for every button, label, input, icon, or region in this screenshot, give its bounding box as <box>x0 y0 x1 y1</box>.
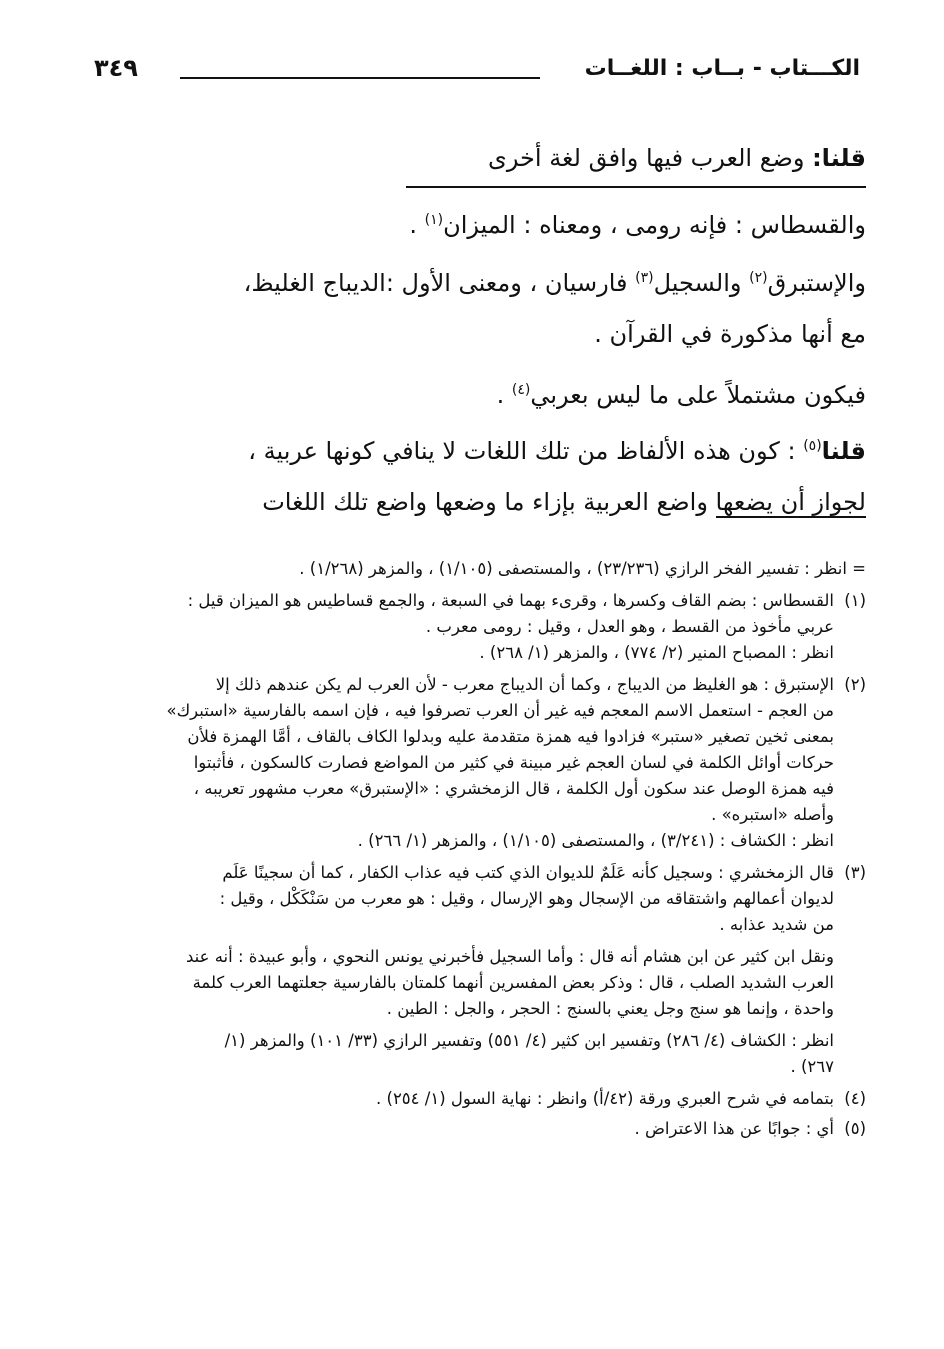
footnote-line: بمعنى ثخين تصغير «ستبر» فزادوا فيه همزة متقدمة عليه وبدلوا الكاف بالقاف ، أمَّا الهمزة فلأن <box>187 727 834 746</box>
footnote-line: عربي مأخوذ من القسط ، وهو العدل ، وقيل : رومى معرب . <box>425 617 834 636</box>
main-line-3-text-a: والإستبرق <box>767 269 866 297</box>
footnote-line: القسطاس : بضم القاف وكسرها ، وقرىء بهما في السبعة ، والجمع قساطيس هو الميزان قيل : <box>187 591 834 610</box>
main-line-5: فيكون مشتملاً على ما ليس بعربي$^{(٤)}$ . <box>496 381 866 409</box>
footnote-5 <box>96 1116 866 1142</box>
main-line-3 <box>96 260 866 316</box>
footnote-line: من العجم - استعمل الاسم المعجم فيه غير أن العرب تصرفوا فيه ، فإن اسمه بالفارسية «استبرك» <box>166 701 834 720</box>
footnote-line: قال الزمخشري : وسجيل كأنه عَلَمٌ للديوان الذي كتب فيه عذاب الكفار ، كما أن سجينًا عَلَم <box>222 863 834 882</box>
footnote-ref-2: (٢) <box>749 270 768 286</box>
footnote-line: حركات أوائل الكلمة في لسان العجم غير مبينة في كثير من المواضع فصارت كالسكون ، فأثبتوا <box>193 753 834 772</box>
footnotes <box>96 556 866 1142</box>
footnote-mark: (٤) <box>844 1089 866 1108</box>
footnote-line: ٢٦٧) . <box>790 1057 834 1076</box>
footnote-mark: (٥) <box>844 1119 866 1138</box>
main-line-7-text: واضع العربية بإزاء ما وضعها واضع تلك اللغات <box>262 488 716 516</box>
footnote-3 <box>96 860 866 886</box>
footnote-ref-4: (٤) <box>511 382 531 398</box>
footnote-line: ونقل ابن كثير عن ابن هشام أنه قال : وأما السجيل فأخبرني يونس النحوي ، وأبو عبيدة : أنه عند <box>185 947 834 966</box>
main-line-7 <box>96 484 866 540</box>
main-line-6 <box>96 428 866 484</box>
main-line-2: والقسطاس : فإنه رومى ، ومعناه : الميزان$^{(١)}$ . <box>409 211 866 239</box>
main-line-3-text-b: والسجيل <box>653 269 750 297</box>
footnote-line: من شديد عذابه . <box>719 915 834 934</box>
footnote-line: وأصله «استبره» . <box>711 805 834 824</box>
footnote-2 <box>96 672 866 698</box>
underline-rule <box>406 186 866 188</box>
running-title: الكـــتاب - بــاب : اللغــات <box>584 56 860 81</box>
footnote-line: انظر : المصباح المنير (٢/ ٧٧٤) ، والمزهر (١/ ٢٦٨) . <box>479 643 834 662</box>
footnote-line: انظر : الكشاف : (٣/٢٤١) ، والمستصفى (١/١٠٥) ، والمزهر (١/ ٢٦٦) . <box>357 831 834 850</box>
header-rule <box>180 77 540 79</box>
footnote-4 <box>96 1086 866 1112</box>
qulna-label: قلنا: <box>812 144 866 172</box>
footnote-line: بتمامه في شرح العبري ورقة (٤٢/أ) وانظر : نهاية السول (١/ ٢٥٤) . <box>376 1089 834 1108</box>
footnote-line: أي : جوابًا عن هذا الاعتراض . <box>634 1119 834 1138</box>
page-number: ٣٤٩ <box>94 54 138 82</box>
page-header <box>90 54 870 94</box>
main-line-3-text-c: فارسيان ، ومعنى الأول :الديباج الغليظ، <box>243 269 636 297</box>
footnote-mark: (٢) <box>844 675 866 694</box>
footnote-mark: (٣) <box>844 863 866 882</box>
main-line-1-text: وضع العرب فيها وافق لغة أخرى <box>488 144 813 172</box>
footnote-1 <box>96 588 866 614</box>
qulna-label-2: قلنا <box>821 437 866 465</box>
footnote-line: لديوان أعمالهم واشتقاقه من الإسجال وهو الإرسال ، وقيل : هو معرب من سَنْكَكْل ، وقيل : <box>219 889 834 908</box>
main-line-4 <box>96 316 866 372</box>
footnote-ref-1: (١) <box>424 212 444 228</box>
footnote-line: الإستبرق : هو الغليظ من الديباج ، وكما أن الديباج معرب - لأن العرب لم يكن عندهم ذلك إلا <box>215 675 834 694</box>
main-line-7-underlined: لجواز أن يضعها <box>715 488 866 516</box>
main-text <box>96 140 866 540</box>
main-line-1 <box>96 140 866 202</box>
footnote-line: انظر : الكشاف (٤/ ٢٨٦) وتفسير ابن كثير (٤/ ٥٥١) وتفسير الرازي (٣٣/ ١٠١) والمزهر (١/ <box>224 1031 834 1050</box>
footnote-continuation: = انظر : تفسير الفخر الرازي (٢٣/٢٣٦) ، والمستصفى (١/١٠٥) ، والمزهر (١/٢٦٨) . <box>299 559 866 578</box>
footnote-mark: (١) <box>844 591 866 610</box>
main-line-6-text: : كون هذه الألفاظ من تلك اللغات لا ينافي كونها عربية ، <box>248 437 804 465</box>
main-line-4-text: مع أنها مذكورة في القرآن . <box>594 320 866 348</box>
footnote-ref-5: (٥) <box>803 438 822 454</box>
main-line-2-text: والقسطاس : فإنه رومى ، ومعناه : الميزان <box>443 211 866 239</box>
footnote-ref-3: (٣) <box>635 270 654 286</box>
footnote-line: واحدة ، وإنما هو سنج وجل يعني بالسنج : الحجر ، والجل : الطين . <box>386 999 834 1018</box>
main-line-5-text: فيكون مشتملاً على ما ليس بعربي <box>530 381 866 409</box>
footnote-line: فيه همزة الوصل عند سكون أول الكلمة ، قال الزمخشري : «الإستبرق» معرب مشهور تعريبه ، <box>193 779 834 798</box>
footnote-line: العرب الشديد الصلب ، قال : وذكر بعض المفسرين أنهما كلمتان بالفارسية جعلتهما العرب كلمة <box>192 973 834 992</box>
